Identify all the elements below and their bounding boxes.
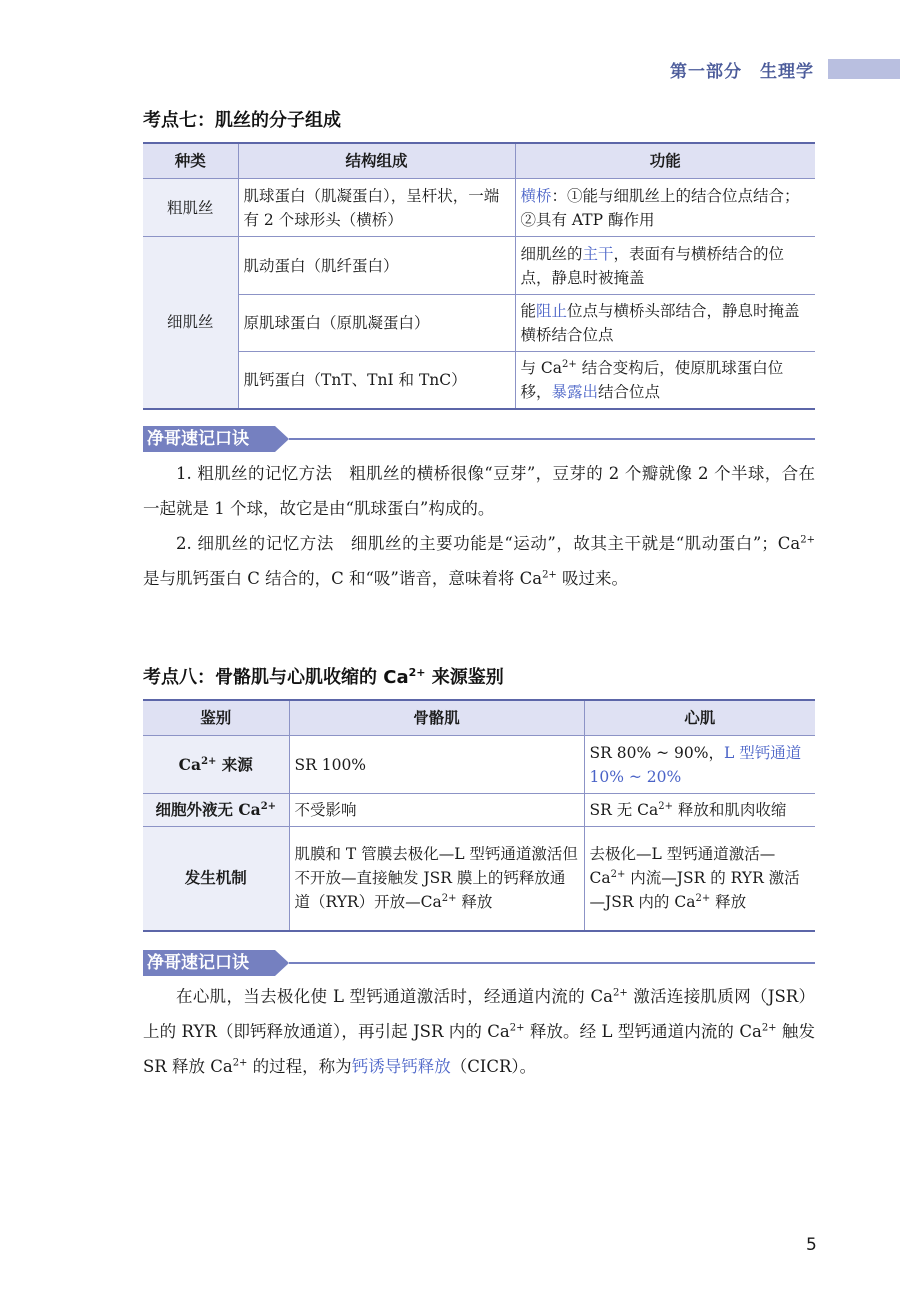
cardiac-text: 释放 [710, 893, 747, 912]
cardiac-text: 释放和肌肉收缩 [673, 801, 787, 819]
banner-arrow-icon [275, 426, 289, 452]
paragraph-heading: 1. 粗肌丝的记忆方法 [176, 464, 333, 483]
cardiac-cell [584, 827, 815, 931]
paragraph-body: （CICR）。 [450, 1057, 537, 1076]
mnemonic-banner-1 [143, 426, 815, 452]
criterion-cell [143, 794, 289, 827]
superscript: 2+ [658, 800, 673, 812]
highlight-term: L 型钙通道 10% ~ 20% [589, 743, 802, 786]
section-8-title [143, 663, 504, 689]
superscript: 2+ [612, 987, 628, 999]
banner-arrow-icon [275, 950, 289, 976]
table-row [143, 179, 815, 237]
paragraph-body: 粗肌丝的横桥很像“豆芽”，豆芽的 2 个瓣就像 2 个半球，合在一起就是 1 个球，故它是由“肌球蛋白”构成的。 [143, 464, 815, 518]
function-text: 结合变构后，使原肌球蛋白位移， [520, 358, 784, 401]
section-7-title: 考点七：肌丝的分子组成 [143, 110, 341, 131]
table-row [143, 736, 815, 794]
function-text: ，表面有与横桥结合的位点，静息时被掩盖 [520, 244, 785, 287]
cardiac-text: 去极化—L 型钙通道激活—Ca [589, 845, 776, 888]
highlight-term: 钙诱导钙释放 [351, 1057, 451, 1076]
function-cell [515, 237, 815, 295]
highlight-term: 暴露出 [551, 382, 599, 401]
superscript: 2+ [761, 1022, 777, 1034]
superscript: 2+ [610, 869, 626, 881]
table-row [143, 827, 815, 931]
running-head [670, 56, 900, 82]
header-skeletal: 骨骼肌 [289, 700, 584, 736]
highlight-term: 主干 [582, 244, 614, 263]
highlight-term: 横桥 [520, 186, 552, 205]
criterion-cell: 发生机制 [143, 827, 289, 931]
structure-cell: 肌球蛋白（肌凝蛋白），呈杆状，一端有 2 个球形头（横桥） [238, 179, 515, 237]
function-text: 与 Ca [520, 358, 563, 377]
table-header-row [143, 143, 815, 179]
superscript: 2+ [542, 569, 557, 581]
kind-cell-thick: 粗肌丝 [143, 179, 238, 237]
superscript: 2+ [441, 893, 457, 905]
kind-cell-thin: 细肌丝 [143, 237, 238, 409]
function-cell [515, 179, 815, 237]
function-text: 位点与横桥头部结合，静息时掩盖横桥结合位点 [520, 302, 800, 344]
superscript: 2+ [408, 666, 426, 679]
skeletal-cell [289, 827, 584, 931]
cardiac-cell [584, 794, 815, 827]
mnemonic-paragraph-3 [143, 979, 815, 1084]
superscript: 2+ [800, 534, 815, 546]
skeletal-cell: SR 100% [289, 736, 584, 794]
title-text: 来源鉴别 [425, 667, 504, 688]
mnemonic-label: 净哥速记口诀 [143, 426, 275, 452]
table-row [143, 352, 815, 409]
table-row [143, 237, 815, 295]
cardiac-text: SR 无 Ca [589, 801, 659, 819]
skeletal-cell: 不受影响 [289, 794, 584, 827]
function-text: ：①能与细肌丝上的结合位点结合；②具有 ATP 酶作用 [520, 186, 800, 229]
table-row [143, 794, 815, 827]
superscript: 2+ [509, 1022, 525, 1034]
paragraph-body: 的过程，称为 [247, 1057, 352, 1076]
function-text: 能 [520, 302, 537, 320]
running-head-title: 第一部分 生理学 [670, 61, 814, 82]
superscript: 2+ [201, 755, 217, 767]
running-head-bar [828, 59, 900, 79]
superscript: 2+ [232, 1057, 248, 1069]
criterion-cell [143, 736, 289, 794]
mnemonic-banner-2 [143, 950, 815, 976]
calcium-source-table [143, 699, 815, 932]
header-criterion: 鉴别 [143, 700, 289, 736]
function-text: 结合位点 [598, 382, 661, 401]
paragraph-body: 在心肌，当去极化使 L 型钙通道激活时，经通道内流的 Ca [176, 987, 613, 1006]
highlight-term: 阻止 [536, 302, 568, 320]
structure-cell: 肌动蛋白（肌纤蛋白） [238, 237, 515, 295]
paragraph-body: 激活连接肌质网（JSR）上的 RYR（即钙释放通道），再引起 JSR 内的 Ca [143, 987, 815, 1041]
table-header-row [143, 700, 815, 736]
superscript: 2+ [562, 358, 577, 370]
mnemonic-paragraph-2 [143, 526, 815, 596]
function-cell [515, 352, 815, 409]
paragraph-heading: 2. 细肌丝的记忆方法 [176, 534, 334, 553]
table-row [143, 295, 815, 352]
header-cardiac: 心肌 [584, 700, 815, 736]
skeletal-text: 肌膜和 T 管膜去极化—L 型钙通道激活但不开放—直接触发 JSR 膜上的钙释放通道（RYR）开放—Ca [294, 845, 578, 912]
title-text: 考点八：骨骼肌与心肌收缩的 Ca [143, 667, 409, 688]
header-function: 功能 [515, 143, 815, 179]
paragraph-body: 释放。经 L 型钙通道内流的 Ca [524, 1022, 762, 1041]
header-structure: 结构组成 [238, 143, 515, 179]
page-number: 5 [806, 1235, 817, 1255]
header-kind: 种类 [143, 143, 238, 179]
superscript: 2+ [695, 893, 711, 905]
cardiac-text: 内流—JSR 的 RYR 激活—JSR 内的 Ca [589, 869, 800, 912]
mnemonic-label: 净哥速记口诀 [143, 950, 275, 976]
function-text: 细肌丝的 [520, 244, 583, 263]
structure-cell: 原肌球蛋白（原肌凝蛋白） [238, 295, 515, 352]
cardiac-text: SR 80% ~ 90%， [589, 743, 724, 762]
skeletal-text: 释放 [456, 893, 493, 912]
paragraph-body: 吸过来。 [556, 569, 629, 588]
paragraph-body: 细肌丝的主要功能是“运动”，故其主干就是“肌动蛋白”；Ca [350, 534, 801, 553]
mnemonic-paragraph-1 [143, 456, 815, 526]
criterion-text: 来源 [216, 754, 253, 774]
filament-table [143, 142, 815, 410]
superscript: 2+ [260, 800, 277, 812]
criterion-text: Ca [178, 754, 202, 774]
paragraph-body: 是与肌钙蛋白 C 结合的，C 和“吸”谐音，意味着将 Ca [143, 569, 543, 588]
banner-rule [289, 438, 815, 440]
banner-rule [289, 962, 815, 964]
structure-cell: 肌钙蛋白（TnT、TnI 和 TnC） [238, 352, 515, 409]
paragraph-body: 触发 SR 释放 Ca [143, 1022, 815, 1076]
function-cell [515, 295, 815, 352]
cardiac-cell [584, 736, 815, 794]
criterion-text: 细胞外液无 Ca [155, 800, 261, 819]
